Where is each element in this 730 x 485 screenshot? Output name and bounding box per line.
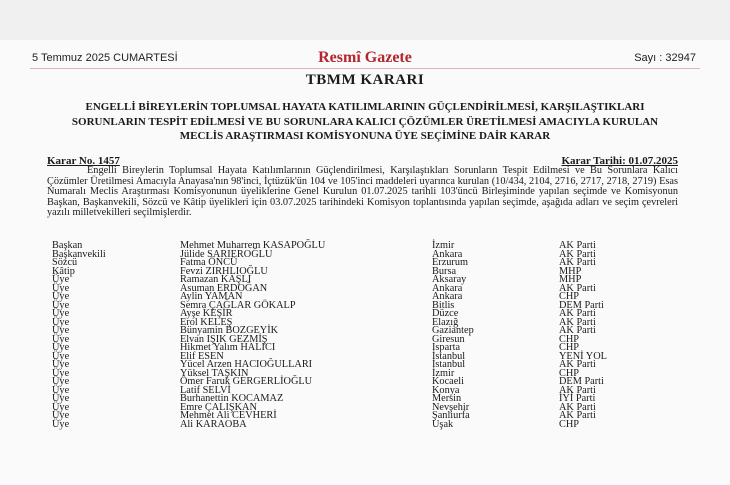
member-name: Yüksel TAŞKIN [180, 367, 249, 379]
member-province: Ankara [432, 282, 463, 294]
decision-body-paragraph: Engelli Bireylerin Toplumsal Hayata Katılımlarının Güçlendirilmesi, Karşılaştıkları Sorunların Tespit Edilmesi ve Bu Sorunlara Kalıcı Çözümler Üretilmesi Amacıyla Anayasa'nın 98'inci, İçtüzük'ün 104 ve 105'inci maddeleri uyarınca kurulan (10/434, 2104, 2716, 2717, 2718, 2719) Esas Numaralı Meclis Araştırması Komisyonunun üyeliklerine Genel Kurulun 01.07.2025 tarihli 103'üncü Birleşiminde yapılan seçimde ve Komisyonun Başkan, Başkanvekili, Sözcü ve Kâtip üyelikleri için 03.07.2025 tarihindeki Komisyon toplantısında yapılan seçimde, aşağıda adları ve seçim çevreleri yazılı milletvekilleri seçilmişlerdir. [47, 165, 678, 219]
member-party: AK Parti [559, 282, 596, 294]
member-row [52, 284, 682, 293]
member-party: YENİ YOL [559, 350, 607, 362]
member-role: Başkan [52, 240, 83, 251]
member-role: Üye [52, 384, 70, 396]
member-name: Asuman ERDOĞAN [180, 282, 268, 294]
member-province: Kocaeli [432, 376, 465, 387]
member-role: Üye [52, 274, 70, 285]
member-role: Başkanvekili [52, 248, 106, 260]
member-role: Üye [52, 401, 70, 413]
member-province: Elazığ [432, 316, 459, 328]
header-divider [30, 68, 700, 69]
member-name: Hikmet Yalım HALICI [180, 342, 276, 353]
member-province: Ankara [432, 248, 463, 260]
decision-number: Karar No. 1457 [47, 155, 120, 167]
member-name: Latif SELVİ [180, 384, 231, 396]
member-name: Mehmet Ali CEVHERİ [180, 410, 277, 421]
member-province: Erzurum [432, 257, 469, 268]
member-party: CHP [559, 291, 580, 302]
decision-date: Karar Tarihi: 01.07.2025 [561, 155, 678, 167]
member-province: Giresun [432, 333, 465, 345]
member-name: Emre ÇALIŞKAN [180, 401, 257, 413]
page-header [0, 49, 730, 68]
member-role: Üye [52, 342, 70, 353]
member-row [52, 420, 682, 429]
member-province: Bitlis [432, 299, 455, 311]
member-role: Üye [52, 393, 70, 404]
member-role: Üye [52, 325, 70, 336]
member-name: Ramazan KAŞLI [180, 274, 252, 285]
member-name: Elif ESEN [180, 350, 224, 362]
member-party: DEM Parti [559, 376, 604, 387]
member-party: İYİ Parti [559, 393, 596, 404]
member-party: AK Parti [559, 325, 596, 336]
member-role: Üye [52, 291, 70, 302]
member-name: Fevzi ZIRHLIOĞLU [180, 265, 268, 277]
member-role: Üye [52, 418, 70, 430]
member-name: Burhanettin KOCAMAZ [180, 393, 284, 404]
member-role: Üye [52, 308, 70, 319]
member-name: Ali KARAOBA [180, 418, 247, 430]
member-name: Aylin YAMAN [180, 291, 243, 302]
member-role: Üye [52, 299, 70, 311]
member-role: Üye [52, 350, 70, 362]
member-province: Şanlıurfa [432, 410, 470, 421]
member-name: Mehmet Muharrem KASAPOĞLU [180, 240, 326, 251]
member-row [52, 326, 682, 335]
issue-number: Sayı : 32947 [634, 52, 696, 64]
member-party: MHP [559, 265, 582, 277]
member-province: Gaziantep [432, 325, 474, 336]
member-province: İstanbul [432, 350, 466, 362]
member-party: AK Parti [559, 384, 596, 396]
member-province: İzmir [432, 240, 455, 251]
member-province: Konya [432, 384, 460, 396]
member-party: CHP [559, 418, 580, 430]
member-name: Semra ÇAĞLAR GÖKALP [180, 299, 296, 311]
member-name: Elvan IŞIK GEZMİŞ [180, 333, 268, 345]
member-party: MHP [559, 274, 582, 285]
member-province: İstanbul [432, 359, 466, 370]
members-list [52, 241, 682, 428]
document-type-heading: TBMM KARARI [305, 72, 425, 88]
member-province: Aksaray [432, 274, 467, 285]
member-name: Yücel Arzen HACIOĞULLARI [180, 359, 313, 370]
member-province: Nevşehir [432, 401, 470, 413]
member-party: AK Parti [559, 248, 596, 260]
member-row [52, 360, 682, 369]
document-subject: ENGELLİ BİREYLERİN TOPLUMSAL HAYATA KATILIMLARININ GÜÇLENDİRİLMESİ, KARŞILAŞTIKLARI SORUNLARIN TESPİT EDİLMESİ VE BU SORUNLARA KALICI ÇÖZÜMLER ÜRETİLMESİ AMACIYLA KURULAN MECLİS ARAŞTIRMASI KOMİSYONUNA ÜYE SEÇİMİNE DAİR KARAR [71, 101, 659, 142]
member-party: AK Parti [559, 359, 596, 370]
gazette-title: Resmî Gazete [318, 49, 412, 66]
member-party: AK Parti [559, 308, 596, 319]
member-name: Bünyamin BOZGEYİK [180, 325, 279, 336]
member-row [52, 258, 682, 267]
member-name: Erol KELEŞ [180, 316, 233, 328]
member-province: İzmir [432, 367, 455, 379]
member-name: Fatma ÖNCÜ [180, 257, 238, 268]
member-role: Üye [52, 359, 70, 370]
member-province: Ankara [432, 291, 463, 302]
member-role: Üye [52, 367, 70, 379]
member-role: Kâtip [52, 265, 75, 277]
member-party: CHP [559, 333, 580, 345]
member-province: Düzce [432, 308, 459, 319]
member-party: DEM Parti [559, 299, 604, 311]
member-role: Üye [52, 410, 70, 421]
issue-date: 5 Temmuz 2025 CUMARTESİ [32, 52, 178, 64]
member-row [52, 411, 682, 420]
member-row [52, 335, 682, 344]
member-role: Üye [52, 376, 70, 387]
member-province: Uşak [432, 418, 454, 430]
member-party: CHP [559, 367, 580, 379]
member-role: Sözcü [52, 257, 78, 268]
member-party: AK Parti [559, 240, 596, 251]
member-role: Üye [52, 282, 70, 294]
member-party: AK Parti [559, 257, 596, 268]
screen-top-bar [0, 0, 730, 40]
member-role: Üye [52, 333, 70, 345]
member-province: Isparta [432, 342, 461, 353]
member-name: Jülide SARIEROĞLU [180, 248, 273, 260]
member-name: Ayşe KEŞİR [180, 308, 233, 319]
member-party: AK Parti [559, 410, 596, 421]
member-row [52, 267, 682, 276]
member-province: Mersin [432, 393, 462, 404]
member-province: Bursa [432, 265, 457, 277]
member-party: AK Parti [559, 316, 596, 328]
member-party: CHP [559, 342, 580, 353]
gazette-page [0, 40, 730, 485]
member-party: AK Parti [559, 401, 596, 413]
member-name: Ömer Faruk GERGERLİOĞLU [180, 376, 313, 387]
member-role: Üye [52, 316, 70, 328]
